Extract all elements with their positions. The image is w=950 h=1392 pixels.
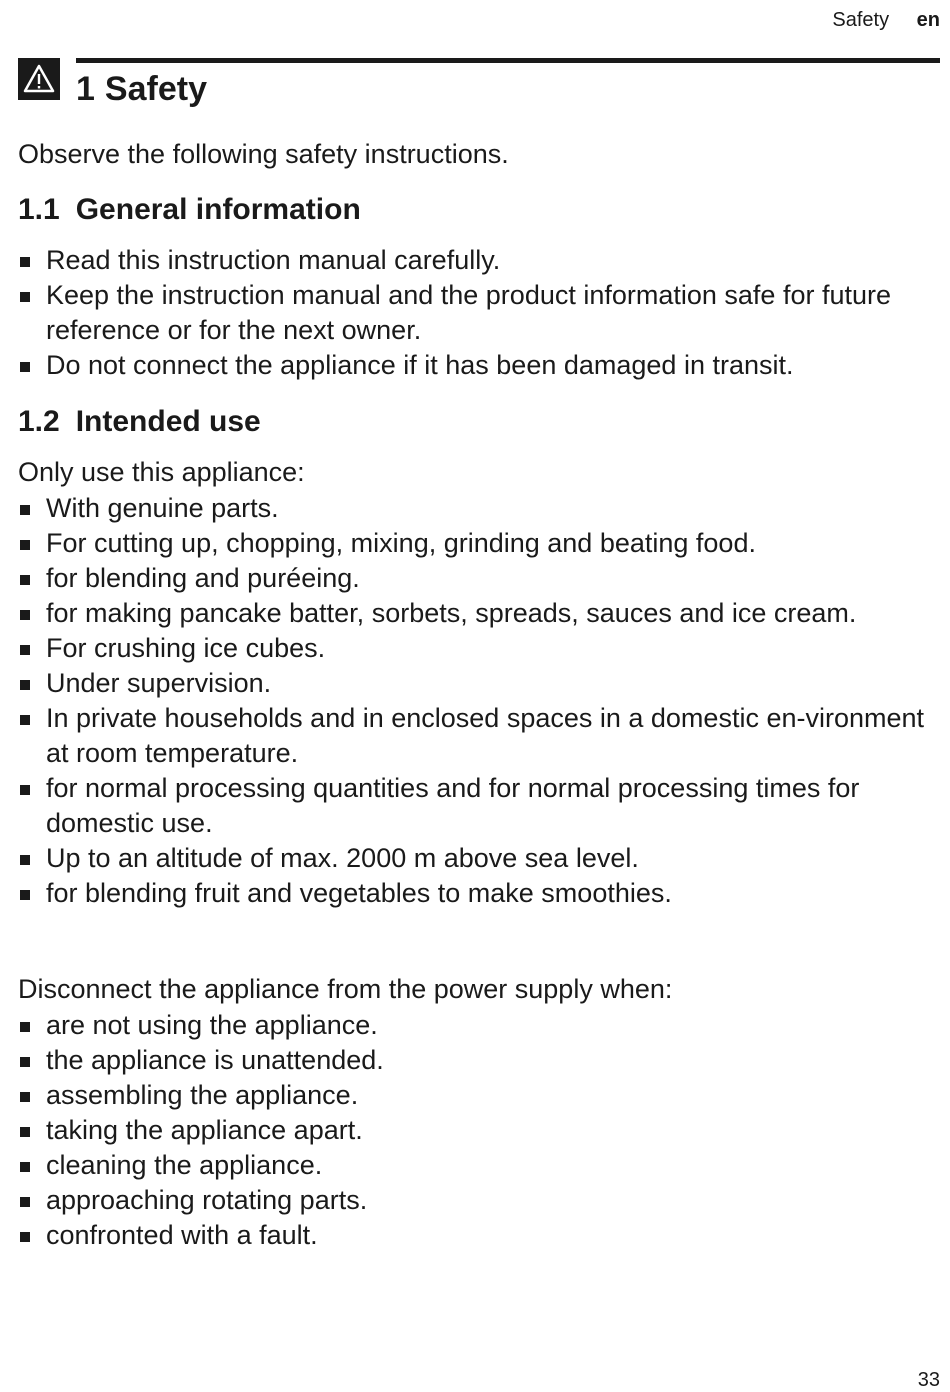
- list-item: the appliance is unattended.: [18, 1043, 943, 1078]
- intended-lead: Only use this appliance:: [18, 457, 305, 487]
- section-heading-general: [18, 193, 361, 227]
- list-item: For cutting up, chopping, mixing, grinding and beating food.: [18, 526, 943, 561]
- section-number: 1.2: [18, 405, 60, 438]
- disconnect-lead: Disconnect the appliance from the power supply when:: [18, 974, 673, 1004]
- list-item: Read this instruction manual carefully.: [18, 243, 943, 278]
- section-title: General information: [75, 193, 361, 226]
- list-item: are not using the appliance.: [18, 1008, 943, 1043]
- list-item: assembling the appliance.: [18, 1078, 943, 1113]
- list-item: taking the appliance apart.: [18, 1113, 943, 1148]
- list-item: Under supervision.: [18, 666, 943, 701]
- section-number: 1.1: [18, 193, 60, 226]
- header-section: Safety: [832, 9, 890, 31]
- section-heading-intended: [18, 405, 261, 439]
- list-item: approaching rotating parts.: [18, 1183, 943, 1218]
- list-item: For crushing ice cubes.: [18, 631, 943, 666]
- warning-triangle-icon: [18, 58, 60, 100]
- page-title: [76, 70, 207, 109]
- list-item: for normal processing quantities and for normal processing times for domestic use.: [18, 771, 943, 841]
- title-rule: [76, 58, 940, 63]
- section-title: Intended use: [75, 405, 261, 438]
- list-item: Keep the instruction manual and the product information safe for future reference or for the next owner.: [18, 278, 943, 348]
- page-number: 33: [917, 1369, 940, 1391]
- intro-text: Observe the following safety instructions.: [18, 139, 509, 169]
- list-item: for blending and puréeing.: [18, 561, 943, 596]
- header-language: en: [916, 9, 940, 31]
- list-item: Up to an altitude of max. 2000 m above sea level.: [18, 841, 943, 876]
- running-header: [832, 9, 940, 32]
- disconnect-list: [18, 1008, 943, 1253]
- list-item: cleaning the appliance.: [18, 1148, 943, 1183]
- title-text: Safety: [104, 70, 207, 108]
- list-item: for making pancake batter, sorbets, spreads, sauces and ice cream.: [18, 596, 943, 631]
- list-item: Do not connect the appliance if it has been damaged in transit.: [18, 348, 943, 383]
- list-item: With genuine parts.: [18, 491, 943, 526]
- list-item: In private households and in enclosed spaces in a domestic en-vironment at room temperature.: [18, 701, 943, 771]
- title-number: 1: [76, 70, 95, 108]
- intended-list: [18, 491, 943, 911]
- list-item: for blending fruit and vegetables to make smoothies.: [18, 876, 943, 911]
- list-item: confronted with a fault.: [18, 1218, 943, 1253]
- general-list: [18, 243, 943, 383]
